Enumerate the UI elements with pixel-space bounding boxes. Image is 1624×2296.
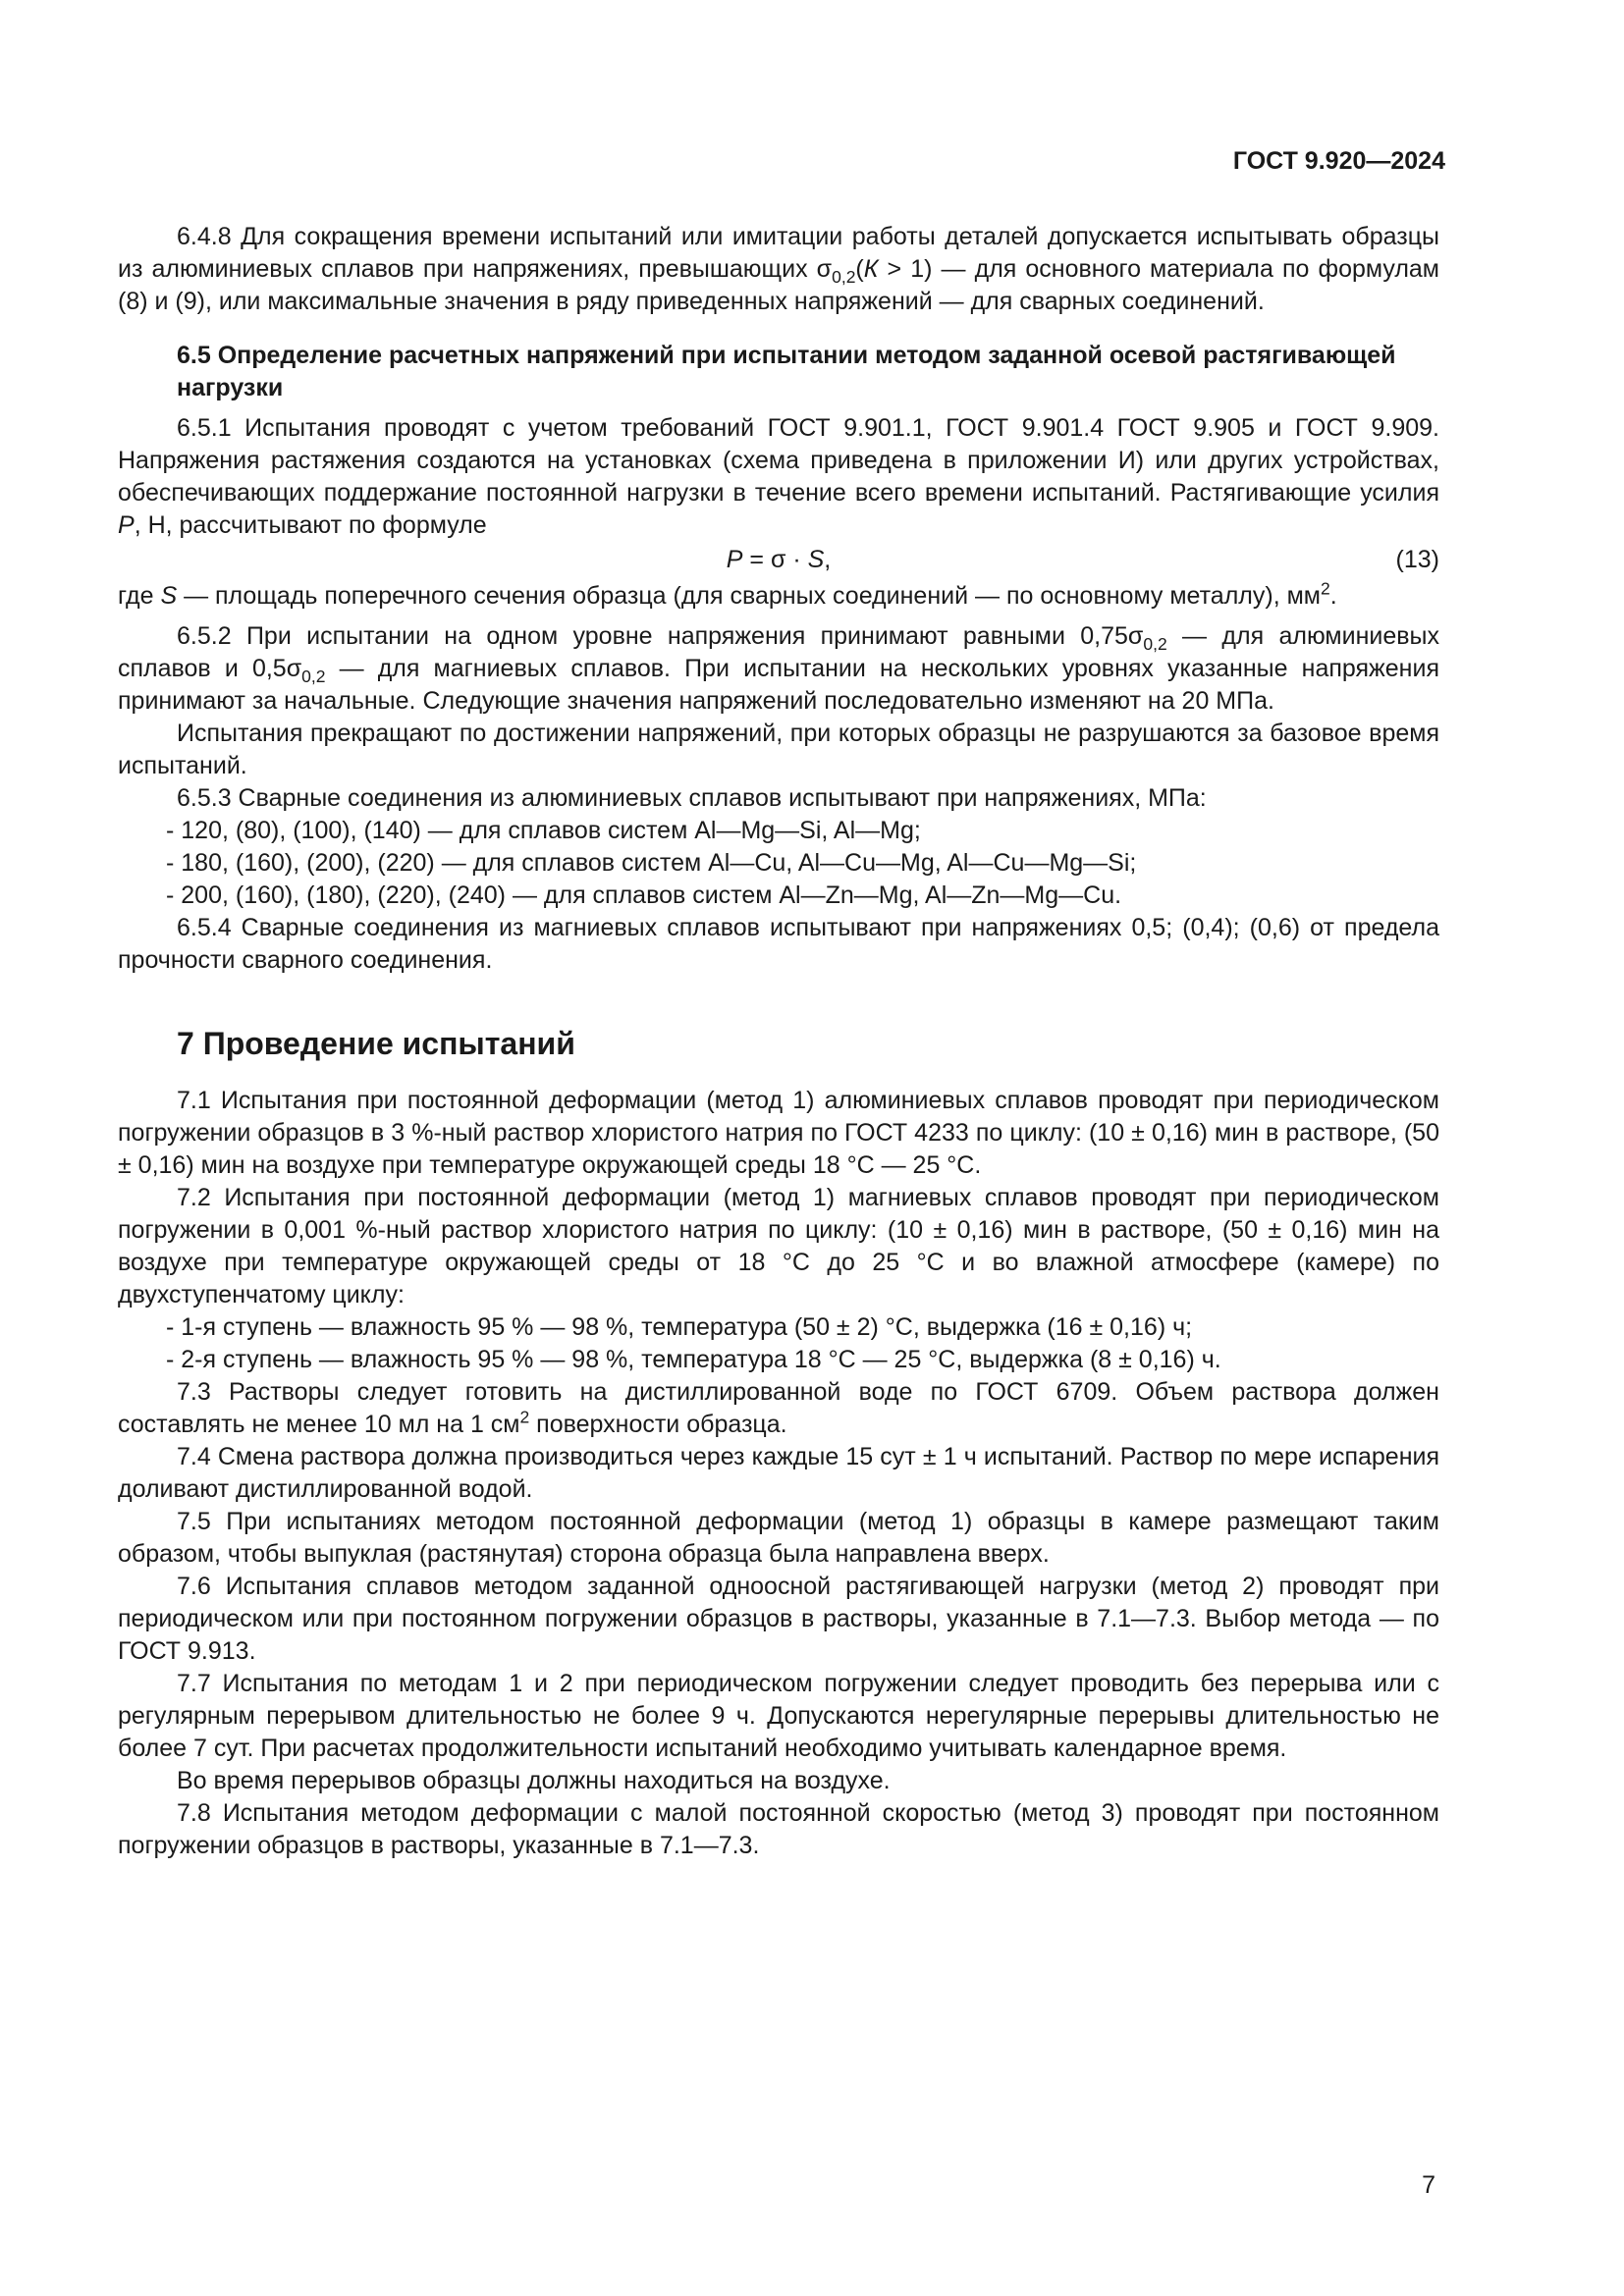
page-number: 7 [1422, 2171, 1435, 2199]
paragraph-7-7: 7.7 Испытания по методам 1 и 2 при периодическом погружении следует проводить без перерыва или с регулярным перерывом длительностью не более 9 ч. Допускаются нерегулярные перерывы длительностью не более 7 сут. При расчетах продолжительности испытаний необходимо учитывать календарное время. [118, 1670, 1439, 1762]
page-header-standard: ГОСТ 9.920—2024 [1232, 147, 1445, 175]
paragraph-7-2: 7.2 Испытания при постоянной деформации (метод 1) магниевых сплавов проводят при периодическом погружении в 0,001 %-ный раствор хлористого натрия по циклу: (10 ± 0,16) мин в растворе, (50 ± 0,16) мин на воздухе при температуре окружающей среды от 18 °С до 25 °С и во влажной атмосфере (камере) по двухступенчатому циклу: [118, 1184, 1439, 1308]
formula-expression: Р = σ · S, [726, 546, 832, 573]
section-heading-7: 7 Проведение испытаний [177, 1026, 575, 1061]
list-item-6-5-3-2: - 180, (160), (200), (220) — для сплавов систем Al—Cu, Al—Cu—Mg, Al—Cu—Mg—Si; [166, 849, 1137, 877]
paragraph-6-5-1: 6.5.1 Испытания проводят с учетом требований ГОСТ 9.901.1, ГОСТ 9.901.4 ГОСТ 9.905 и ГОСТ 9.909. Напряжения растяжения создаются на установках (схема приведена в приложении И) или других устройствах, обеспечивающих поддержание постоянной нагрузки в течение всего времени испытаний. Растягивающие усилия Р, Н, рассчитывают по формуле [118, 414, 1439, 539]
formula-13 [118, 544, 1439, 576]
paragraph-7-3: 7.3 Растворы следует готовить на дистиллированной воде по ГОСТ 6709. Объем раствора должен составлять не менее 10 мл на 1 $см^2$ поверхности образца. [118, 1378, 1439, 1438]
paragraph-7-8: 7.8 Испытания методом деформации с малой постоянной скоростью (метод 3) проводят при постоянном погружении образцов в растворы, указанные в 7.1—7.3. [118, 1799, 1439, 1859]
paragraph-6-5-4: 6.5.4 Сварные соединения из магниевых сплавов испытывают при напряжениях 0,5; (0,4); (0,6) от предела прочности сварного соединения. [118, 914, 1439, 974]
paragraph-7-1: 7.1 Испытания при постоянной деформации (метод 1) алюминиевых сплавов проводят при периодическом погружении образцов в 3 %-ный раствор хлористого натрия по ГОСТ 4233 по циклу: (10 ± 0,16) мин в растворе, (50 ± 0,16) мин на воздухе при температуре окружающей среды 18 °С — 25 °С. [118, 1087, 1439, 1179]
formula-explanation: где S — площадь поперечного сечения образца (для сварных соединений — по основному металлу), $мм^2$. [118, 578, 1337, 610]
formula-number: (13) [1395, 546, 1439, 573]
paragraph-6-5-2-continued: Испытания прекращают по достижении напряжений, при которых образцы не разрушаются за базовое время испытаний. [118, 720, 1439, 779]
list-item-7-2-2: - 2-я ступень — влажность 95 % — 98 %, температура 18 °С — 25 °С, выдержка (8 ± 0,16) ч. [166, 1346, 1221, 1373]
paragraph-6-5-3: 6.5.3 Сварные соединения из алюминиевых сплавов испытывают при напряжениях, МПа: [177, 784, 1207, 812]
list-item-6-5-3-1: - 120, (80), (100), (140) — для сплавов систем Al—Mg—Si, Al—Mg; [166, 817, 921, 844]
section-heading-6-5: 6.5 Определение расчетных напряжений при испытании методом заданной осевой растягивающей нагрузки [177, 342, 1396, 401]
list-item-7-2-1: - 1-я ступень — влажность 95 % — 98 %, температура (50 ± 2) °С, выдержка (16 ± 0,16) ч; [166, 1313, 1193, 1341]
paragraph-7-5: 7.5 При испытаниях методом постоянной деформации (метод 1) образцы в камере размещают таким образом, чтобы выпуклая (растянутая) сторона образца была направлена вверх. [118, 1508, 1439, 1568]
paragraph-7-6: 7.6 Испытания сплавов методом заданной одноосной растягивающей нагрузки (метод 2) проводят при периодическом или при постоянном погружении образцов в растворы, указанные в 7.1—7.3. Выбор метода — по ГОСТ 9.913. [118, 1573, 1439, 1665]
paragraph-7-4: 7.4 Смена раствора должна производиться через каждые 15 сут ± 1 ч испытаний. Раствор по мере испарения доливают дистиллированной водой. [118, 1443, 1439, 1503]
list-item-6-5-3-3: - 200, (160), (180), (220), (240) — для сплавов систем Al—Zn—Mg, Al—Zn—Mg—Cu. [166, 881, 1122, 909]
paragraph-6-4-8: 6.4.8 Для сокращения времени испытаний или имитации работы деталей допускается испытывать образцы из алюминиевых сплавов при напряжениях, превышающих $\sigma_{0,2}(К > 1)$ — для основного материала по формулам (8) и (9), или максимальные значения в ряду приведенных напряжений — для сварных соединений. [118, 223, 1439, 315]
paragraph-6-5-2: 6.5.2 При испытании на одном уровне напряжения принимают равными $0,75\sigma_{0,2}$ — для алюминиевых сплавов и $0,5\sigma_{0,2}$ — для магниевых сплавов. При испытании на нескольких уровнях указанные напряжения принимают за начальные. Следующие значения напряжений последовательно изменяют на 20 МПа. [118, 622, 1440, 715]
page-content [118, 221, 1439, 1862]
paragraph-7-7-continued: Во время перерывов образцы должны находиться на воздухе. [177, 1767, 891, 1794]
